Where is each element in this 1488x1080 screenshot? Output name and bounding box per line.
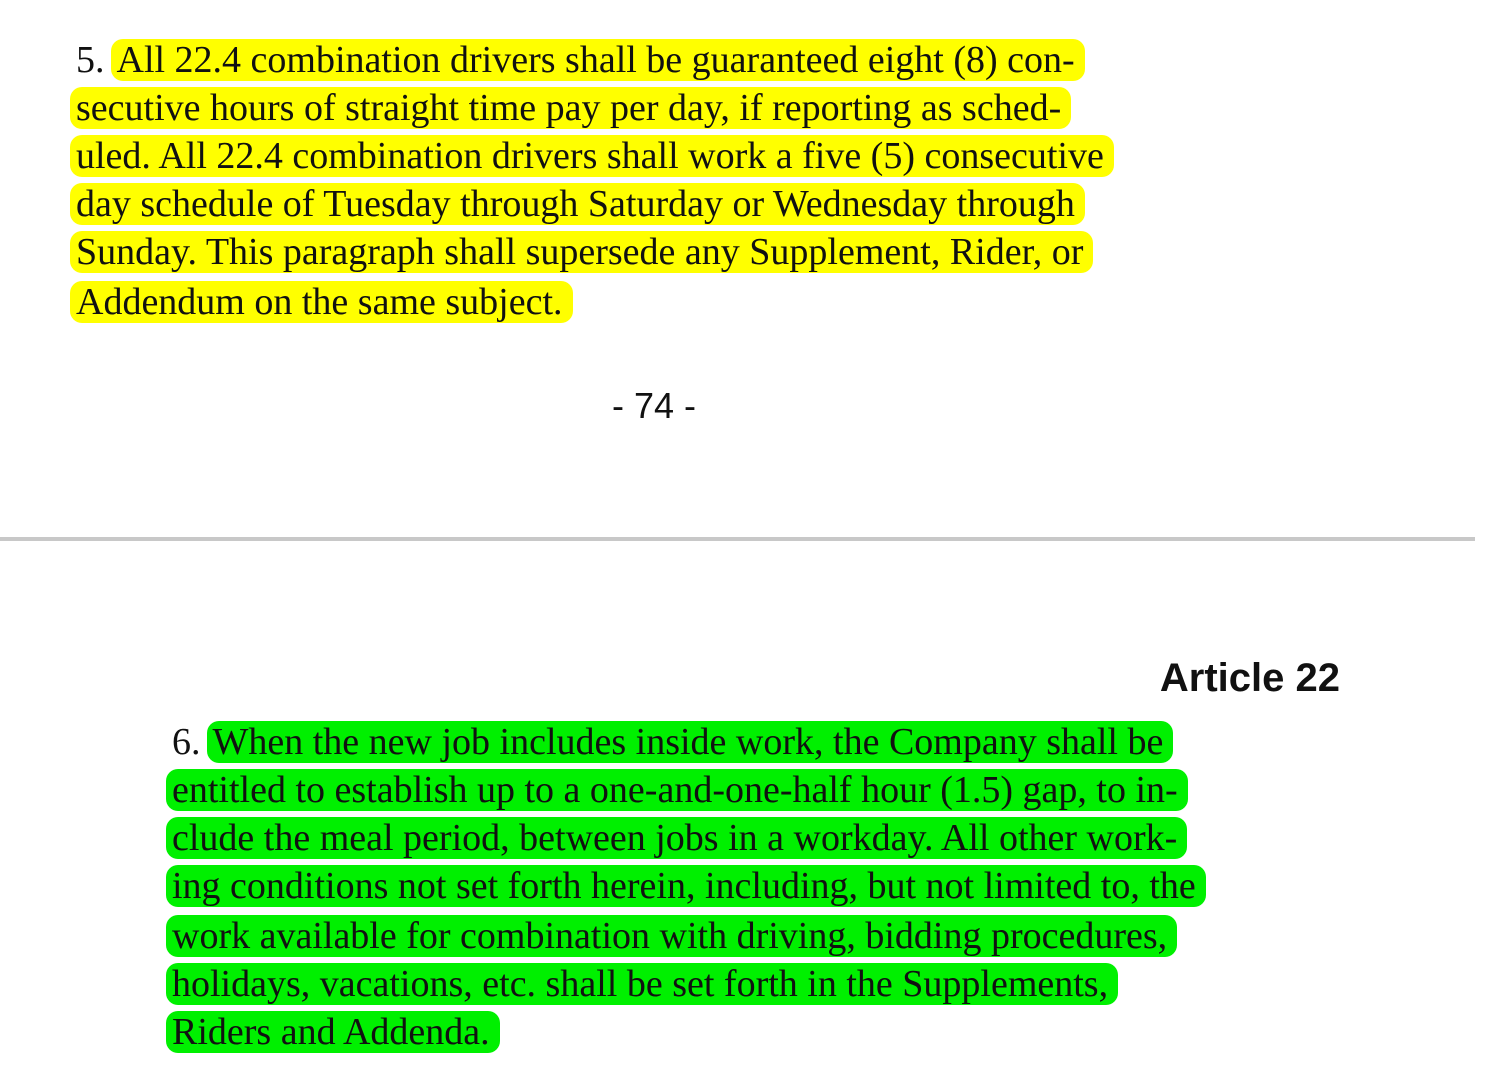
paragraph-line <box>76 36 1085 84</box>
paragraph-line <box>76 228 1093 276</box>
paragraph-line <box>76 278 573 326</box>
highlighted-text: Addendum on the same subject. <box>70 281 573 323</box>
highlighted-text: clude the meal period, between jobs in a workday. All other work- <box>166 817 1187 859</box>
page-divider <box>0 537 1475 541</box>
highlighted-text: entitled to establish up to a one-and-one-half hour (1.5) gap, to in- <box>166 769 1188 811</box>
paragraph-line <box>172 912 1177 960</box>
paragraph-number: 5. <box>76 39 105 81</box>
highlighted-text: day schedule of Tuesday through Saturday or Wednesday through <box>70 183 1085 225</box>
paragraph-line <box>172 960 1118 1008</box>
highlighted-text: Riders and Addenda. <box>166 1011 500 1053</box>
article-heading: Article 22 <box>1159 656 1340 700</box>
paragraph-line <box>172 1008 500 1056</box>
highlighted-text: When the new job includes inside work, the Company shall be <box>207 721 1174 763</box>
highlighted-text: secutive hours of straight time pay per day, if reporting as sched- <box>70 87 1071 129</box>
highlighted-text: work available for combination with driving, bidding procedures, <box>166 915 1177 957</box>
page-number: - 74 - <box>612 385 697 426</box>
highlighted-text: All 22.4 combination drivers shall be guaranteed eight (8) con- <box>111 39 1085 81</box>
paragraph-line <box>172 766 1188 814</box>
paragraph-line <box>172 718 1173 766</box>
highlighted-text: uled. All 22.4 combination drivers shall work a five (5) consecutive <box>70 135 1114 177</box>
highlighted-text: holidays, vacations, etc. shall be set forth in the Supplements, <box>166 963 1118 1005</box>
paragraph-line <box>172 814 1187 862</box>
paragraph-number: 6. <box>172 721 201 763</box>
paragraph-line <box>76 180 1085 228</box>
highlighted-text: Sunday. This paragraph shall supersede any Supplement, Rider, or <box>70 231 1093 273</box>
paragraph-line <box>172 862 1206 910</box>
highlighted-text: ing conditions not set forth herein, including, but not limited to, the <box>166 865 1206 907</box>
paragraph-line <box>76 84 1071 132</box>
paragraph-line <box>76 132 1114 180</box>
